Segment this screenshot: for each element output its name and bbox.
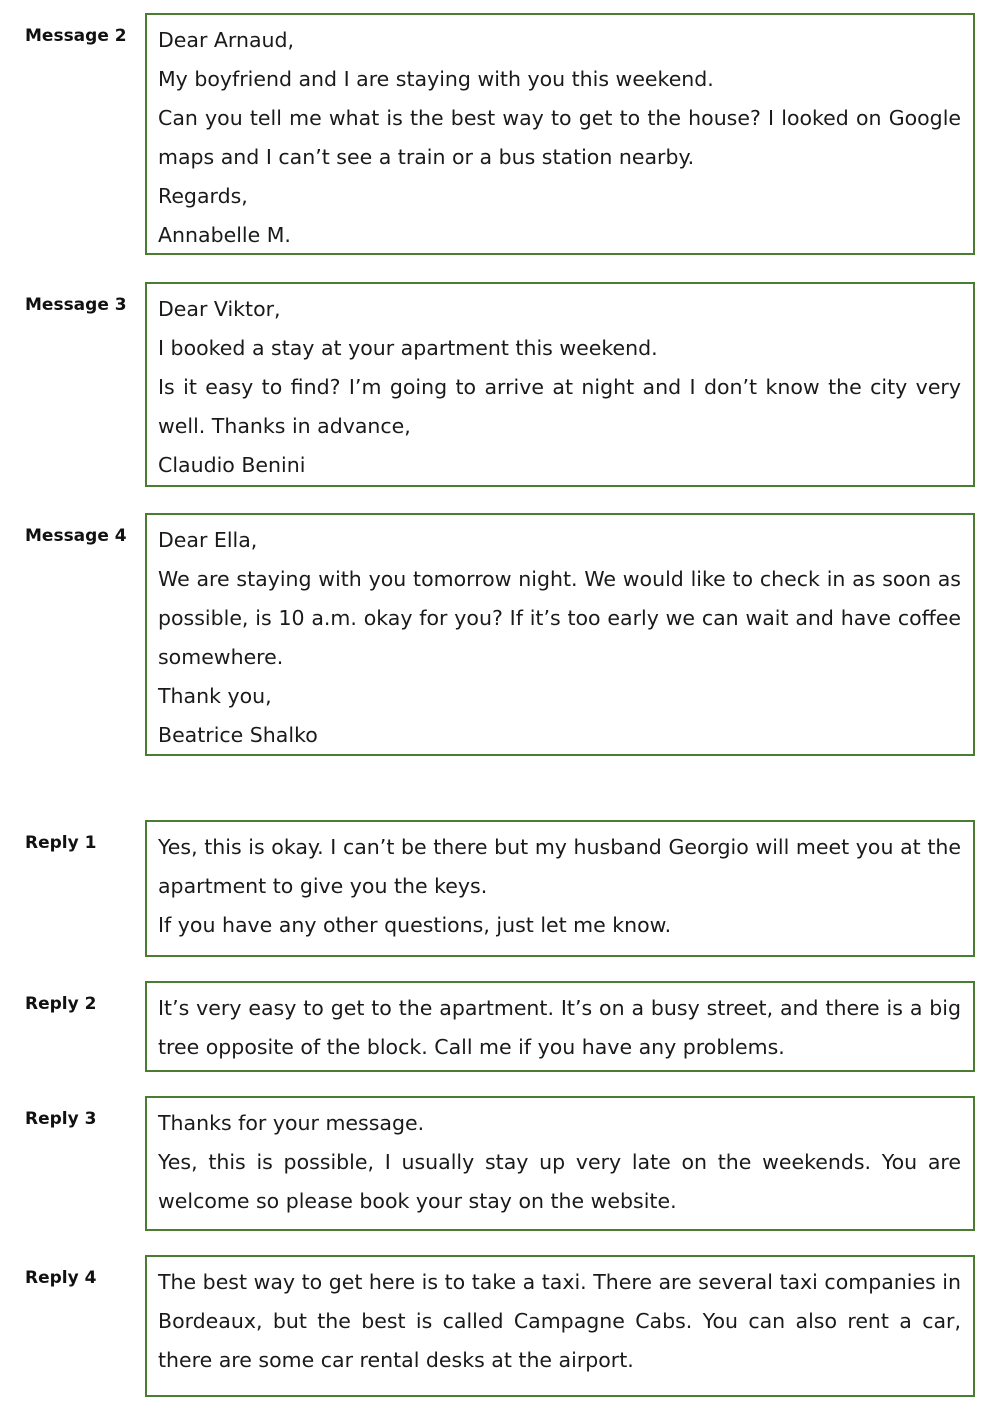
- message-line: Dear Ella,: [158, 528, 258, 552]
- reply-line: Yes, this is possible, I usually stay up very late on the weekends. You are welcome so please book your stay on the website.: [158, 1150, 961, 1213]
- reply-line: Yes, this is okay. I can’t be there but my husband Georgio will meet you at the apartment to give you the keys.: [158, 835, 961, 898]
- reply-box: [145, 981, 975, 1072]
- reply-label: Reply 4: [25, 1268, 97, 1288]
- message-label: Message 4: [25, 526, 127, 546]
- reply-box: [145, 1096, 975, 1231]
- reply-line: It’s very easy to get to the apartment. It’s on a busy street, and there is a big tree opposite of the block. Call me if you have any problems.: [158, 996, 961, 1059]
- message-box: [145, 282, 975, 487]
- message-line: We are staying with you tomorrow night. We would like to check in as soon as possible, is 10 a.m. okay for you? If it’s too early we can wait and have coffee somewhere.: [158, 567, 961, 669]
- reply-line: Thanks for your message.: [158, 1111, 425, 1135]
- message-line: Is it easy to find? I’m going to arrive at night and I don’t know the city very well. Thanks in advance,: [158, 375, 961, 438]
- reply-label: Reply 3: [25, 1109, 97, 1129]
- reply-box: [145, 820, 975, 957]
- message-line: I booked a stay at your apartment this weekend.: [158, 336, 658, 360]
- message-box: [145, 513, 975, 756]
- reply-label: Reply 1: [25, 833, 97, 853]
- reply-label: Reply 2: [25, 994, 97, 1014]
- message-line: Can you tell me what is the best way to get to the house? I looked on Google maps and I can’t see a train or a bus station nearby.: [158, 106, 961, 169]
- reply-box: [145, 1255, 975, 1397]
- message-line: Dear Arnaud,: [158, 28, 295, 52]
- reply-line: The best way to get here is to take a taxi. There are several taxi companies in Bordeaux, but the best is called Campagne Cabs. You can also rent a car, there are some car rental desks at the airport.: [158, 1270, 961, 1372]
- message-label: Message 3: [25, 295, 127, 315]
- message-line: Thank you,: [158, 684, 272, 708]
- message-line: Beatrice Shalko: [158, 723, 318, 747]
- message-line: Claudio Benini: [158, 453, 306, 477]
- message-label: Message 2: [25, 26, 127, 46]
- reply-line: If you have any other questions, just let me know.: [158, 913, 672, 937]
- message-box: [145, 13, 975, 255]
- message-line: Annabelle M.: [158, 223, 291, 247]
- message-line: Dear Viktor,: [158, 297, 281, 321]
- message-line: Regards,: [158, 184, 248, 208]
- message-line: My boyfriend and I are staying with you this weekend.: [158, 67, 714, 91]
